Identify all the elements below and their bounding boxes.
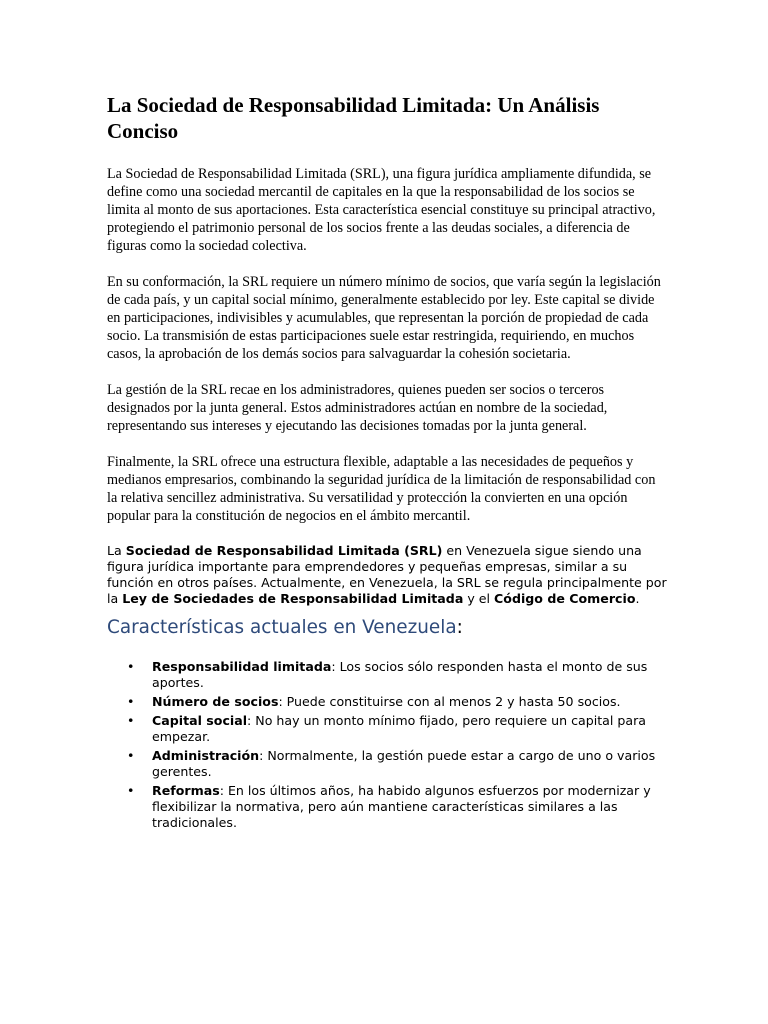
- list-item-term: Capital social: [152, 713, 248, 728]
- venezuela-text-1: La: [107, 543, 126, 558]
- list-item-responsabilidad: [107, 659, 667, 691]
- document-page: [107, 92, 667, 834]
- paragraph-management: La gestión de la SRL recae en los administradores, quienes pueden ser socios o terceros designados por la junta general. Estos administradores actúan en nombre de la sociedad, representando sus intereses y ejecutando las decisiones tomadas por la junta general.: [107, 382, 608, 434]
- venezuela-text-4: .: [635, 591, 640, 606]
- venezuela-bold-law: Ley de Sociedades de Responsabilidad Limitada: [122, 591, 464, 606]
- list-item-reformas: [107, 783, 667, 831]
- bullet-icon: •: [127, 783, 135, 798]
- venezuela-text-2: en Venezuela sigue siendo una figura jurídica importante para emprendedores y pequeñas empresas, similar a su función en otros países. Actualmente, en Venezuela, la SRL se regula principalmente por la: [107, 543, 667, 606]
- list-item-text: : Los socios sólo responden hasta el monto de sus aportes.: [152, 659, 648, 690]
- list-item-text: : Normalmente, la gestión puede estar a cargo de uno o varios gerentes.: [152, 748, 656, 779]
- list-item-term: Responsabilidad limitada: [152, 659, 332, 674]
- document-title: La Sociedad de Responsabilidad Limitada: Un Análisis Conciso: [107, 93, 600, 143]
- section-heading: [107, 617, 667, 639]
- paragraph-conclusion: Finalmente, la SRL ofrece una estructura flexible, adaptable a las necesidades de pequeños y medianos empresarios, combinando la seguridad jurídica de la limitación de responsabilidad con la relativa sencillez administrativa. Su versatilidad y protección la convierten en una opción popular para la constitución de negocios en el ámbito mercantil.: [107, 454, 656, 524]
- list-item-capital-social: [107, 713, 667, 745]
- bullet-icon: •: [127, 713, 135, 728]
- characteristics-list: [107, 659, 667, 831]
- list-item-term: Reformas: [152, 783, 220, 798]
- list-item-term: Administración: [152, 748, 260, 763]
- list-item-text: : Puede constituirse con al menos 2 y hasta 50 socios.: [278, 694, 621, 709]
- paragraph-conformation: En su conformación, la SRL requiere un número mínimo de socios, que varía según la legislación de cada país, y un capital social mínimo, generalmente establecido por ley. Este capital se divide en participaciones, indivisibles y acumulables, que representan la porción de propiedad de cada socio. La transmisión de estas participaciones suele estar restringida, requiriendo, en muchos casos, la aprobación de los demás socios para salvaguardar la cohesión societaria.: [107, 274, 661, 362]
- list-item-text: : En los últimos años, ha habido algunos esfuerzos por modernizar y flexibilizar la normativa, pero aún mantiene características similares a las tradicionales.: [152, 783, 651, 830]
- list-item-numero-socios: [107, 694, 667, 710]
- list-item-administracion: [107, 748, 667, 780]
- paragraph-intro: La Sociedad de Responsabilidad Limitada (SRL), una figura jurídica ampliamente difundida, se define como una sociedad mercantil de capitales en la que la responsabilidad de los socios se limita al monto de sus aportaciones. Esta característica esencial constituye su principal atractivo, protegiendo el patrimonio personal de los socios frente a las deudas sociales, a diferencia de figuras como la sociedad colectiva.: [107, 166, 656, 254]
- paragraph-venezuela: [107, 543, 667, 607]
- venezuela-bold-code: Código de Comercio: [494, 591, 636, 606]
- bullet-icon: •: [127, 694, 135, 709]
- section-heading-text: Características actuales en Venezuela: [107, 617, 457, 638]
- bullet-icon: •: [127, 659, 135, 674]
- list-item-text: : No hay un monto mínimo fijado, pero requiere un capital para empezar.: [152, 713, 646, 744]
- section-heading-colon: :: [456, 617, 463, 638]
- venezuela-bold-srl: Sociedad de Responsabilidad Limitada (SRL): [125, 543, 443, 558]
- venezuela-text-3: y el: [463, 591, 495, 606]
- bullet-icon: •: [127, 748, 135, 763]
- list-item-term: Número de socios: [152, 694, 279, 709]
